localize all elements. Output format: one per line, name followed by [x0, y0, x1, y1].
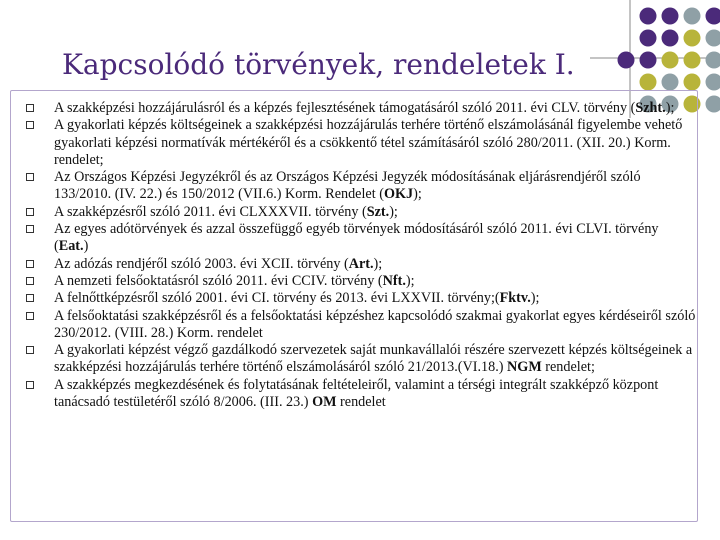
decorative-dot	[684, 52, 701, 69]
decorative-dot	[684, 30, 701, 47]
decorative-dot	[684, 8, 701, 25]
decorative-dot	[662, 8, 679, 25]
page-title: Kapcsolódó törvények, rendeletek I.	[62, 48, 575, 81]
bullet-icon	[26, 294, 34, 302]
list-item: A nemzeti felsőoktatásról szóló 2011. évi CCIV. törvény (Nft.);	[26, 273, 696, 290]
bullet-icon	[26, 381, 34, 389]
bullet-icon	[26, 225, 34, 233]
list-item: A gyakorlati képzés költségeinek a szakképzési hozzájárulás terhére történő elszámolásánál figyelembe vehető gyakorlati képzési normatívák mértékéről és a csökkentő tétel számításáról szóló 280/2011. (XII. 20.) Korm. rendelet;	[26, 117, 696, 169]
decorative-dot	[662, 30, 679, 47]
list-item: Az Országos Képzési Jegyzékről és az Országos Képzési Jegyzék módosításának eljárásrendjéről szóló 133/2010. (IV. 22.) és 150/2012 (VII.6.) Korm. Rendelet (OKJ);	[26, 169, 696, 204]
bullet-icon	[26, 104, 34, 112]
decorative-dot	[706, 74, 720, 91]
list-item: A gyakorlati képzést végző gazdálkodó szervezetek saját munkavállalói részére szervezett képzés költségeinek a szakképzési hozzájárulás terhére történő elszámolásáról szóló 21/2013.(VI.18.) NGM rendelet;	[26, 342, 696, 377]
decorative-dot	[706, 52, 720, 69]
decorative-dot	[618, 52, 635, 69]
list-item: A szakképzésről szóló 2011. évi CLXXXVII. törvény (Szt.);	[26, 204, 696, 221]
decorative-dot	[640, 30, 657, 47]
list-item: A szakképzési hozzájárulásról és a képzés fejlesztésének támogatásáról szóló 2011. évi CLV. törvény (Szht.);	[26, 100, 696, 117]
list-item: A szakképzés megkezdésének és folytatásának feltételeiről, valamint a térségi integrált szakképző központ tanácsadó testületéről szóló 8/2006. (III. 23.) OM rendelet	[26, 377, 696, 412]
decorative-dot	[662, 74, 679, 91]
decorative-dot	[640, 74, 657, 91]
list-item: Az egyes adótörvények és azzal összefüggő egyéb törvények módosításáról szóló 2011. évi CLVI. törvény (Eat.)	[26, 221, 696, 256]
bullet-icon	[26, 208, 34, 216]
decorative-dot	[640, 52, 657, 69]
law-list	[26, 100, 696, 411]
bullet-icon	[26, 346, 34, 354]
decorative-dot	[684, 74, 701, 91]
decorative-dot	[640, 8, 657, 25]
bullet-icon	[26, 312, 34, 320]
bullet-icon	[26, 121, 34, 129]
bullet-icon	[26, 260, 34, 268]
list-item: A felnőttképzésről szóló 2001. évi CI. törvény és 2013. évi LXXVII. törvény;(Fktv.);	[26, 290, 696, 307]
decorative-dot	[706, 8, 720, 25]
list-item: Az adózás rendjéről szóló 2003. évi XCII. törvény (Art.);	[26, 256, 696, 273]
decorative-dot	[706, 96, 720, 113]
bullet-icon	[26, 277, 34, 285]
decorative-dot	[662, 52, 679, 69]
decorative-dot	[706, 30, 720, 47]
list-item: A felsőoktatási szakképzésről és a felsőoktatási képzéshez kapcsolódó szakmai gyakorlat egyes kérdéseiről szóló 230/2012. (VIII. 28.) Korm. rendelet	[26, 308, 696, 343]
bullet-icon	[26, 173, 34, 181]
